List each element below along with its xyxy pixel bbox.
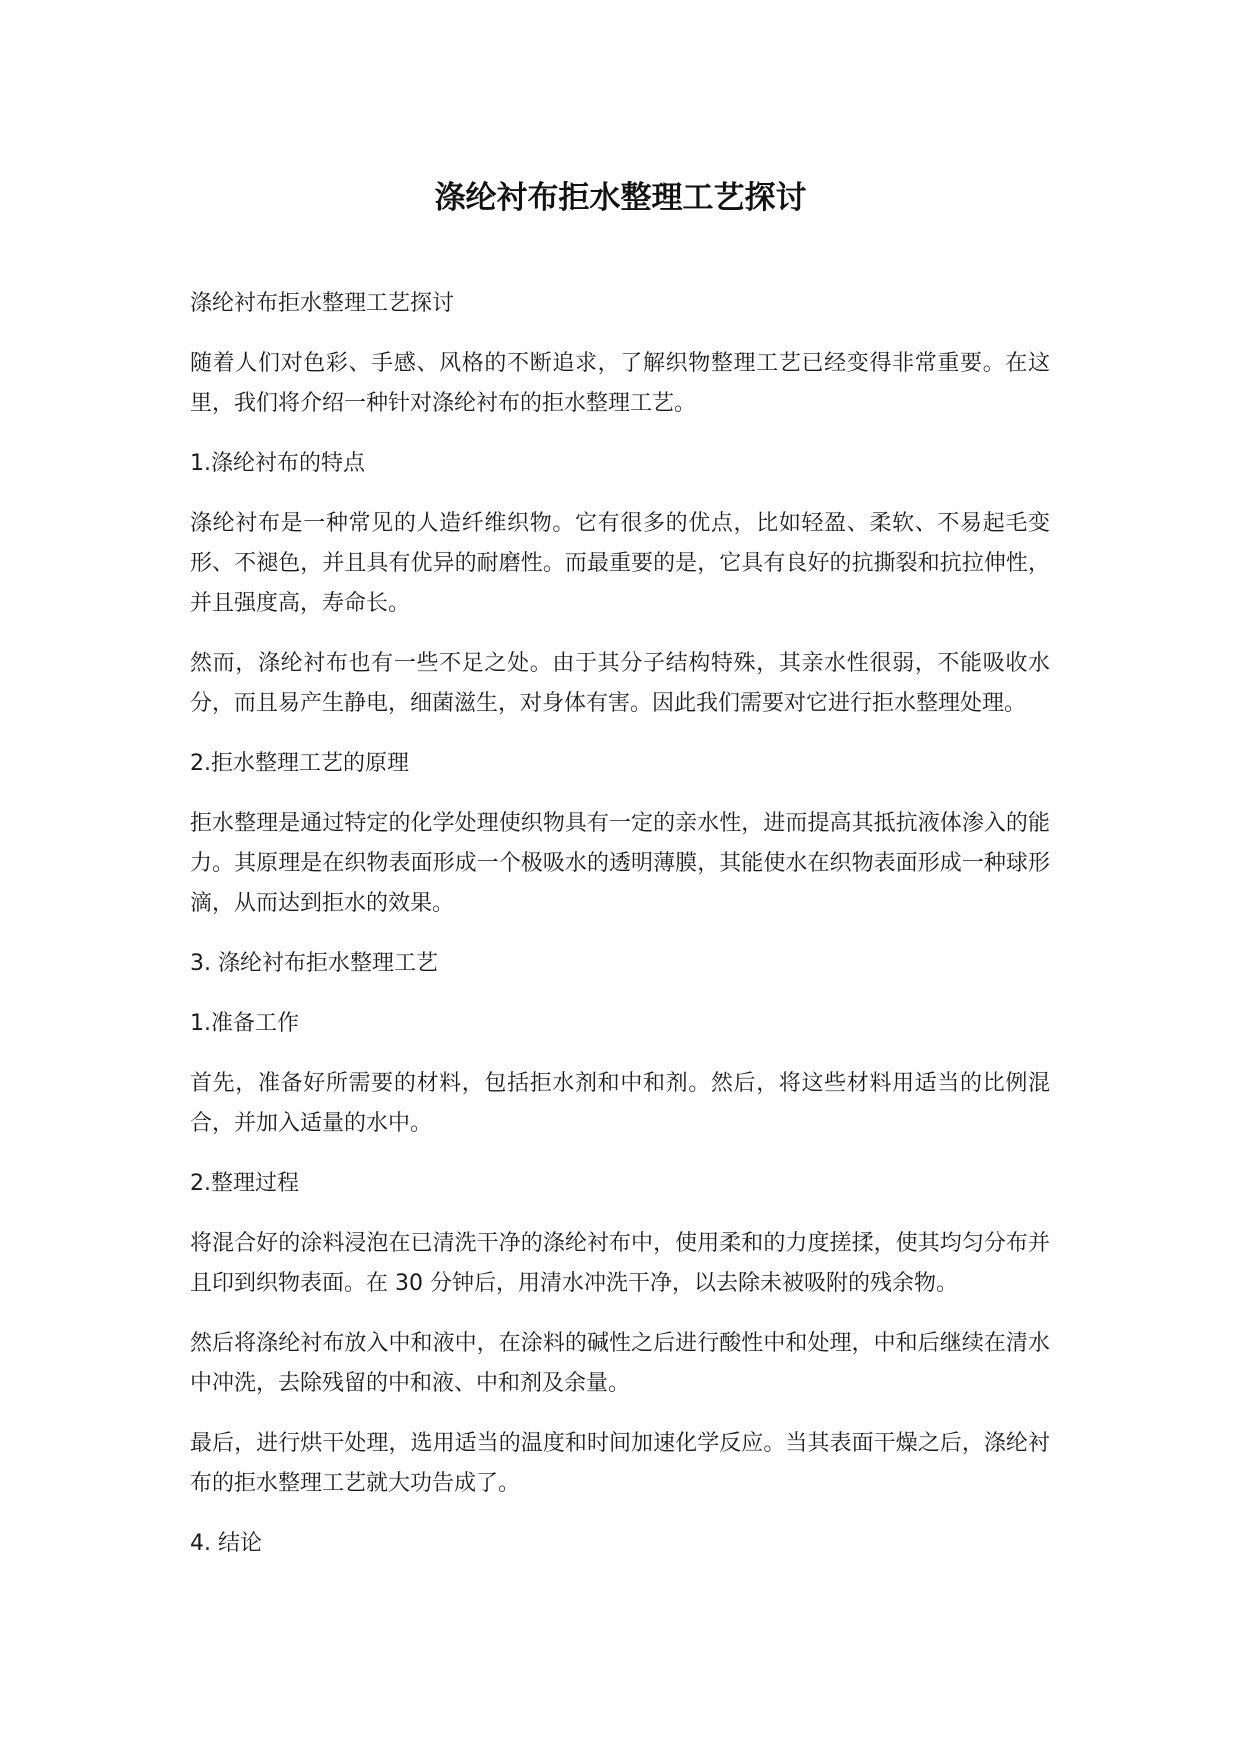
section-heading-2: 2.拒水整理工艺的原理: [190, 751, 409, 776]
document-title: 涤纶衬布拒水整理工艺探讨: [434, 180, 807, 216]
paragraph-subtitle: 涤纶衬布拒水整理工艺探讨: [190, 291, 455, 316]
section-heading-4: 4. 结论: [190, 1531, 262, 1556]
subsection-heading-process: 2.整理过程: [190, 1171, 299, 1196]
paragraph-features: 涤纶衬布是一种常见的人造纤维织物。它有很多的优点，比如轻盈、柔软、不易起毛变形、不褪色，并且具有优异的耐磨性。而最重要的是，它具有良好的抗撕裂和抗拉伸性，并且强度高，寿命长。: [190, 511, 1050, 616]
paragraph-process-neutralize: 然后将涤纶衬布放入中和液中，在涂料的碱性之后进行酸性中和处理，中和后继续在清水中冲洗，去除残留的中和液、中和剂及余量。: [190, 1331, 1050, 1396]
paragraph-preparation: 首先，准备好所需要的材料，包括拒水剂和中和剂。然后，将这些材料用适当的比例混合，并加入适量的水中。: [190, 1071, 1050, 1136]
paragraph-process-dry: 最后，进行烘干处理，选用适当的温度和时间加速化学反应。当其表面干燥之后，涤纶衬布的拒水整理工艺就大功告成了。: [190, 1431, 1050, 1496]
document-body: [190, 284, 1050, 1584]
section-heading-3: 3. 涤纶衬布拒水整理工艺: [190, 951, 438, 976]
subsection-heading-preparation: 1.准备工作: [190, 1011, 299, 1036]
paragraph-intro: 随着人们对色彩、手感、风格的不断追求，了解织物整理工艺已经变得非常重要。在这里，我们将介绍一种针对涤纶衬布的拒水整理工艺。: [190, 351, 1050, 416]
paragraph-process-soak: 将混合好的涂料浸泡在已清洗干净的涤纶衬布中，使用柔和的力度搓揉，使其均匀分布并且印到织物表面。在 30 分钟后，用清水冲洗干净，以去除未被吸附的残余物。: [190, 1231, 1050, 1296]
section-heading-1: 1.涤纶衬布的特点: [190, 451, 365, 476]
paragraph-drawbacks: 然而，涤纶衬布也有一些不足之处。由于其分子结构特殊，其亲水性很弱，不能吸收水分，而且易产生静电，细菌滋生，对身体有害。因此我们需要对它进行拒水整理处理。: [190, 651, 1050, 716]
paragraph-principle: 拒水整理是通过特定的化学处理使织物具有一定的亲水性，进而提高其抵抗液体渗入的能力。其原理是在织物表面形成一个极吸水的透明薄膜，其能使水在织物表面形成一种球形滴，从而达到拒水的效果。: [190, 811, 1050, 916]
